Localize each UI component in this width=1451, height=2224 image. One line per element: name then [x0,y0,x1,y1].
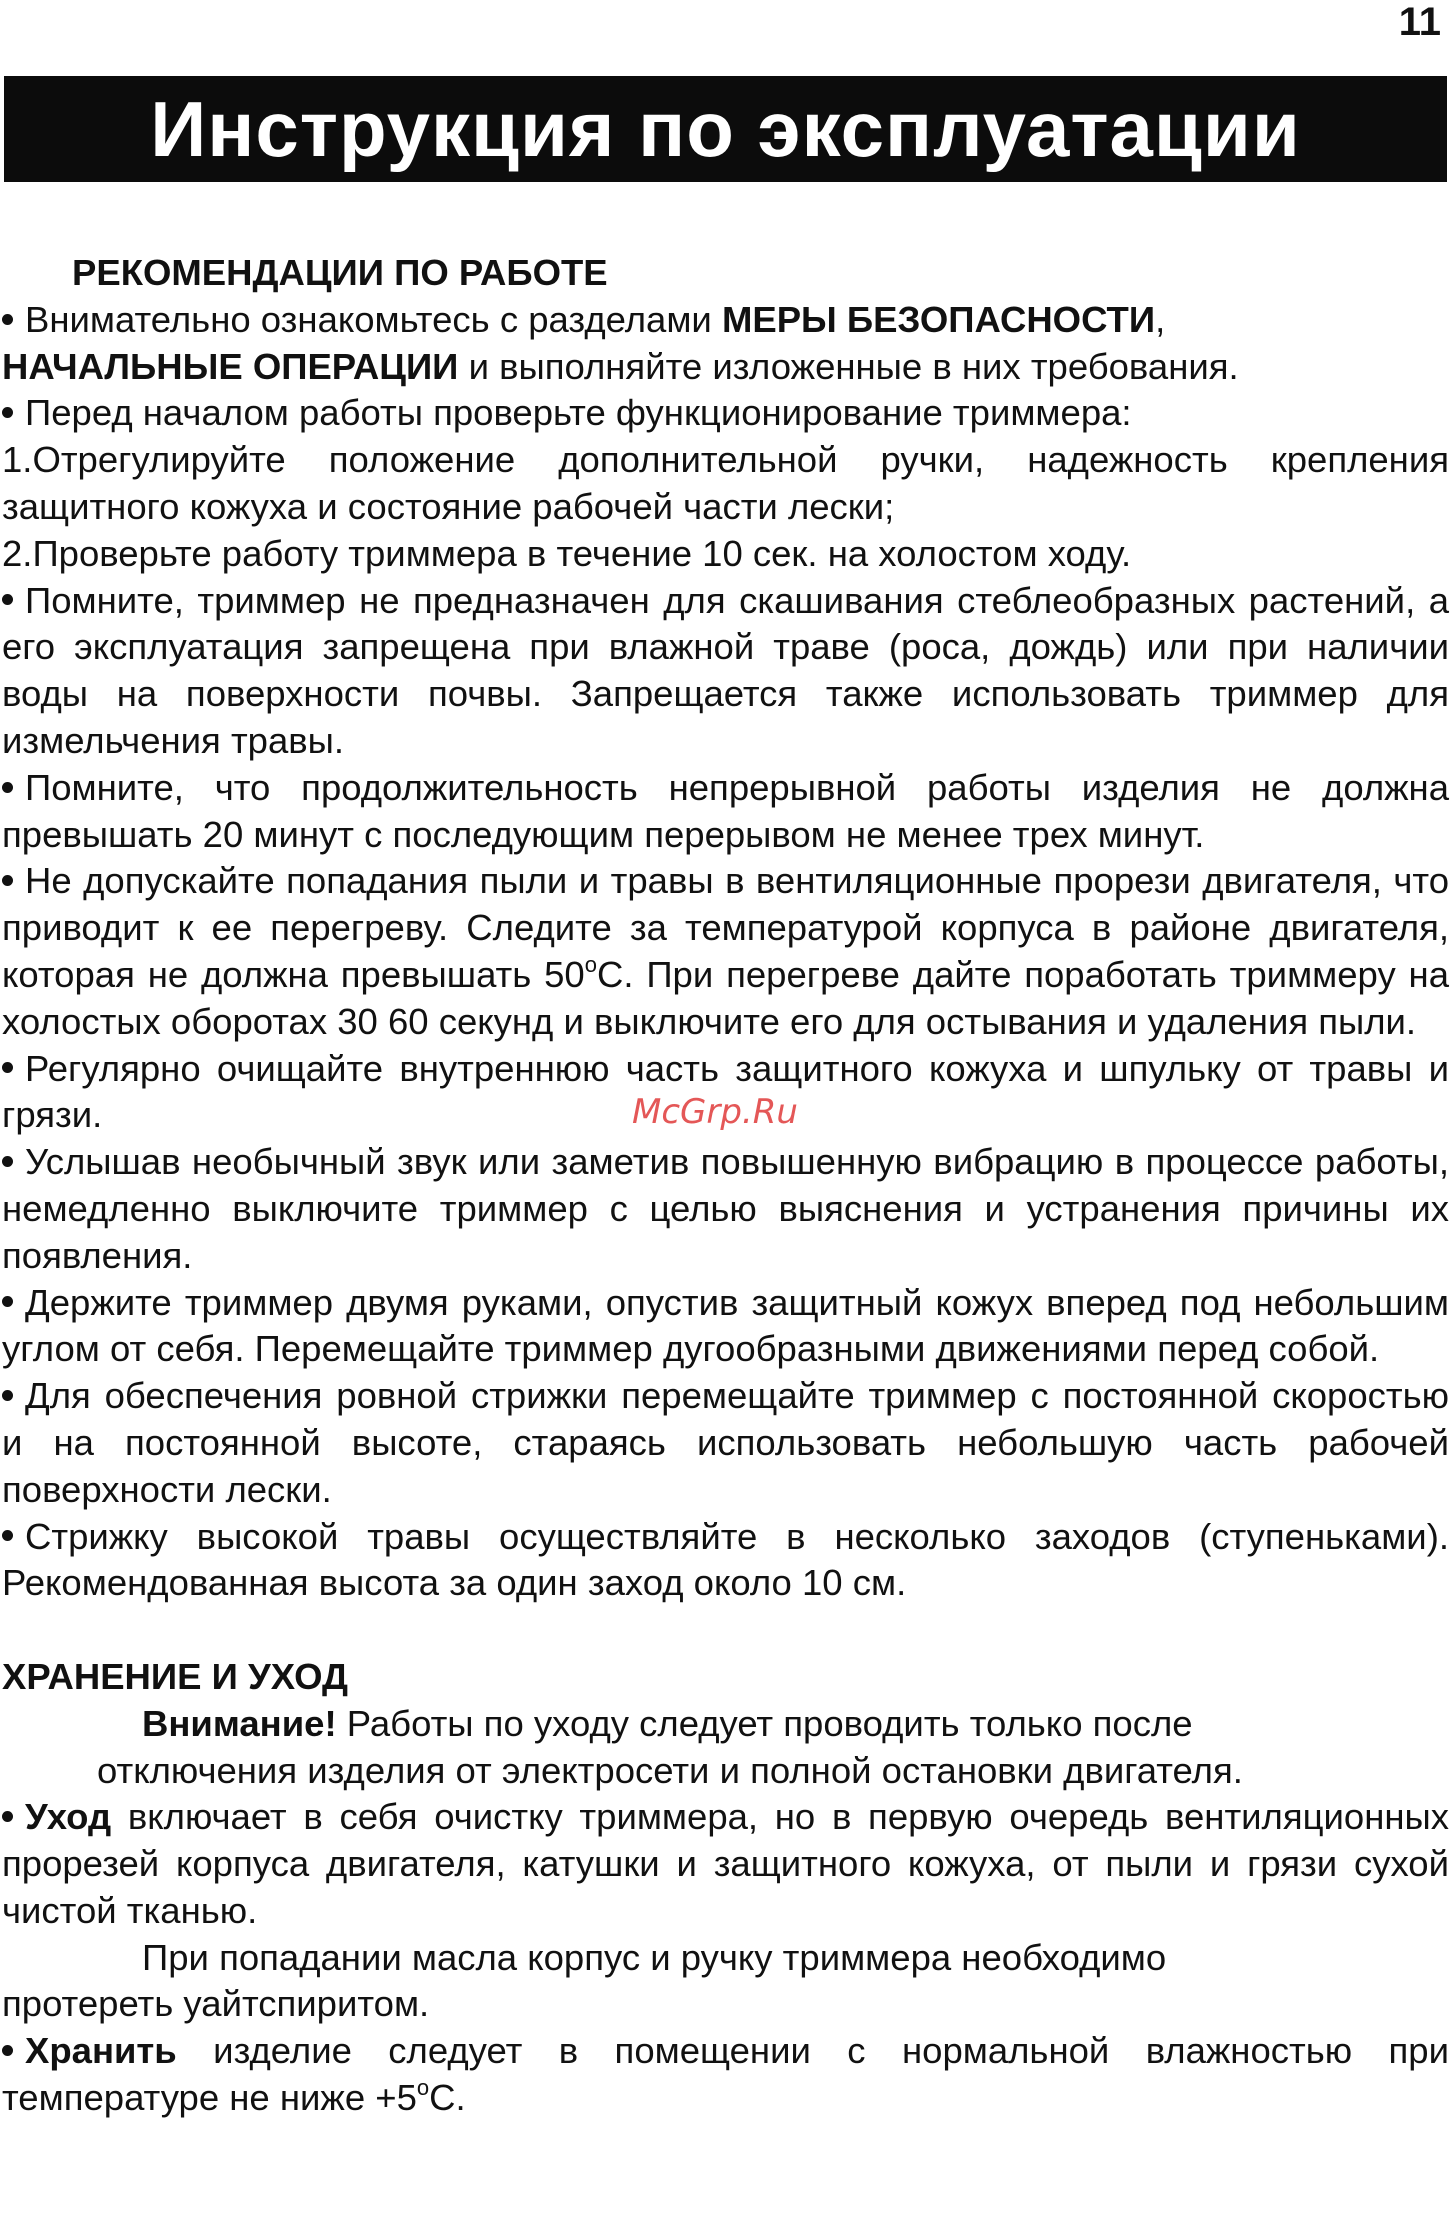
document-body [2,250,1449,2122]
bullet-icon [2,1062,13,1073]
page-number: 11 [1398,0,1441,44]
paragraph-read-sections: Внимательно ознакомьтесь с разделами МЕРЫ БЕЗОПАСНОСТИ, НАЧАЛЬНЫЕ ОПЕРАЦИИ и выполняйте изложенные в них требования. [2,298,1239,387]
bullet-icon [2,1296,13,1307]
paragraph-ventilation: Не допускайте попадания пыли и травы в вентиляционные прорези двигателя, что приводит к ее перегреву. Следите за температурой корпуса в районе двигателя, которая не должна превышать $50^оС$. При перегреве дайте поработать триммеру на холостых оборотах 30 60 секунд и выключите его для остывания и удаления пыли. [2,860,1449,1042]
paragraph-step-1: 1.Отрегулируйте положение дополнительной ручки, надежность крепления защитного кожуха и состояние рабочей части лески; [2,439,1449,527]
paragraph-care: Уход включает в себя очистку триммера, но в первую очередь вентиляционных прорезей корпуса двигателя, катушки и защитного кожуха, от пыли и грязи сухой чистой тканью. [2,1796,1449,1931]
bullet-icon [2,782,13,793]
paragraph-hold-two-hands: Держите триммер двумя руками, опустив защитный кожух вперед под небольшим углом от себя. Перемещайте триммер дугообразными движениями перед собой. [2,1281,1449,1370]
paragraph-tall-grass: Стрижку высокой травы осуществляйте в несколько заходов (ступеньками). Рекомендованная высота за один заход около 10 см. [2,1515,1449,1604]
paragraph-not-for-stems: Помните, триммер не предназначен для скашивания стеблеобразных растений, а его эксплуатация запрещена при влажной траве (роса, дождь) или при наличии воды на поверхности почвы. Запрещается также использовать триммер для измельчения травы. [2,579,1449,761]
section-heading-recommendations: РЕКОМЕНДАЦИИ ПО РАБОТЕ [72,252,608,293]
paragraph-unusual-sound: Услышав необычный звук или заметив повышенную вибрацию в процессе работы, немедленно выключите триммер с целью выяснения и устранения причины их появления. [2,1141,1449,1276]
bullet-icon [2,1811,13,1822]
bullet-icon [2,2045,13,2056]
paragraph-attention: Внимание! Работы по уходу следует проводить только после [142,1702,1193,1744]
bullet-icon [2,407,13,418]
bullet-icon [2,314,13,325]
bullet-icon [2,1390,13,1401]
title-banner [4,76,1447,182]
watermark: McGrp.Ru [632,1092,798,1132]
paragraph-work-duration: Помните, что продолжительность непрерывной работы изделия не должна превышать 20 минут с последующим перерывом не менее трех минут. [2,766,1449,855]
paragraph-oil: При попадании масла корпус и ручку триммера необходимо [142,1936,1167,1978]
paragraph-check-before-work: Перед началом работы проверьте функционирование триммера: [2,390,1449,437]
bullet-icon [2,594,13,605]
paragraph-even-cut: Для обеспечения ровной стрижки перемещайте триммер с постоянной скоростью и на постоянной высоте, стараясь использовать небольшую часть рабочей поверхности лески. [2,1375,1449,1510]
paragraph-attention-cont: отключения изделия от электросети и полной остановки двигателя. [97,1749,1243,1791]
bullet-icon [2,875,13,886]
paragraph-oil-cont: протереть уайтспиритом. [2,1983,430,2025]
bullet-icon [2,1156,13,1167]
paragraph-store: Хранить изделие следует в помещении с нормальной влажностью при температуре не ниже $+5^оС$. [2,2030,1449,2119]
section-heading-storage: ХРАНЕНИЕ И УХОД [2,1655,349,1697]
page-title: Инструкция по эксплуатации [150,84,1301,173]
bullet-icon [2,1530,13,1541]
spacer [2,1607,1449,1654]
paragraph-step-2: 2.Проверьте работу триммера в течение 10 сек. на холостом ходу. [2,532,1132,574]
paragraph-clean-guard: Регулярно очищайте внутреннюю часть защитного кожуха и шпульку от травы и грязи. [2,1047,1449,1136]
